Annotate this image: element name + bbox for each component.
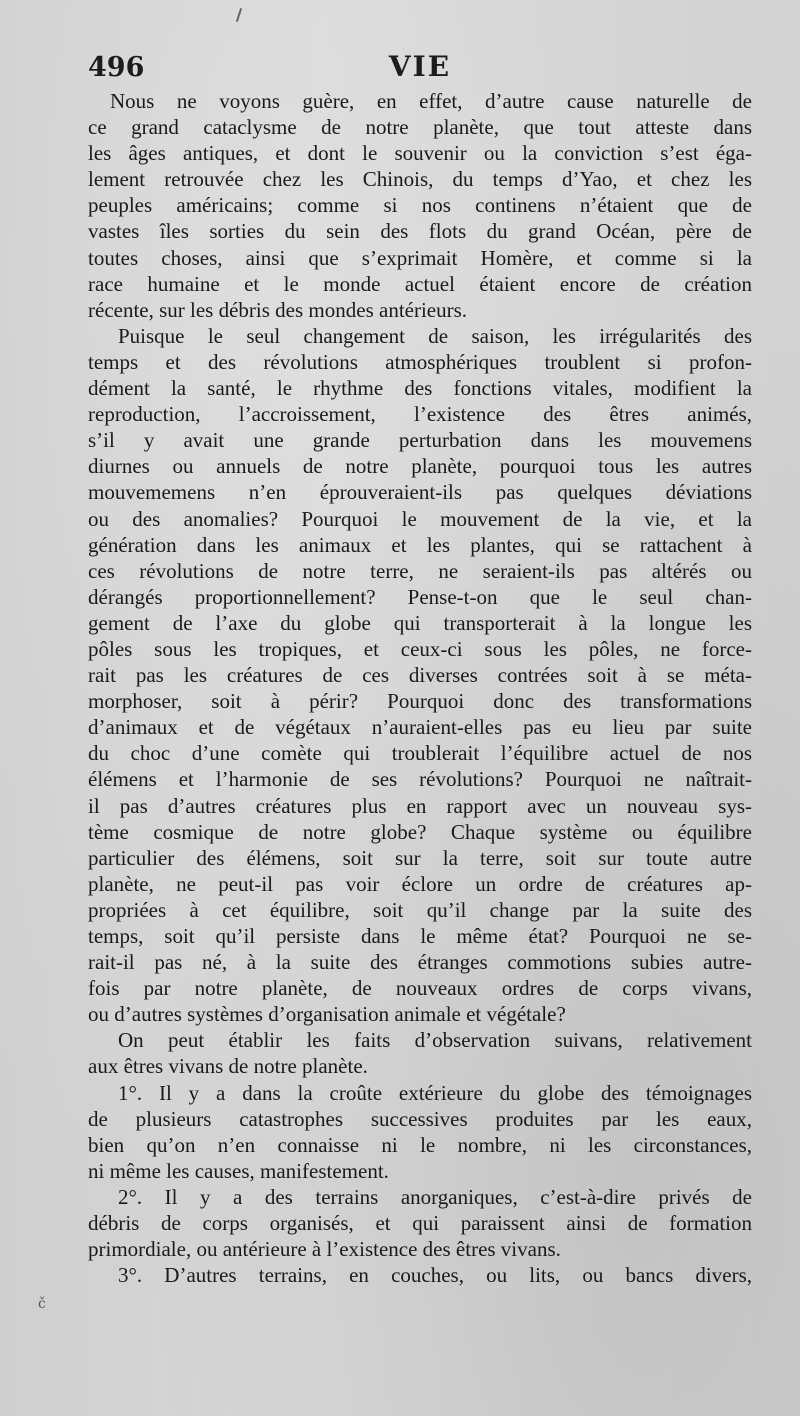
page-header — [88, 50, 752, 86]
text-line: aux êtres vivans de notre planète. — [88, 1054, 368, 1079]
text-line: tème cosmique de notre globe? Chaque système ou équilibre — [88, 819, 752, 844]
text-line: mouvememens n’en éprouveraient-ils pas quelques déviations — [88, 480, 752, 505]
text-line: 3°. D’autres terrains, en couches, ou lits, ou bancs divers, — [118, 1263, 752, 1288]
text-line: ce grand cataclysme de notre planète, que tout atteste dans — [88, 115, 752, 140]
text-line: Nous ne voyons guère, en effet, d’autre cause naturelle de — [110, 89, 752, 113]
body-text — [88, 88, 752, 1288]
text-line: gement de l’axe du globe qui transporterait à la longue les — [88, 610, 752, 635]
text-line: il pas d’autres créatures plus en rapport avec un nouveau sys- — [88, 793, 752, 818]
text-line: temps, soit qu’il persiste dans le même état? Pourquoi ne se- — [88, 924, 752, 948]
text-line: 1°. Il y a dans la croûte extérieure du globe des témoignages — [118, 1080, 752, 1105]
text-line: génération dans les animaux et les plantes, qui se rattachent à — [88, 532, 752, 557]
text-line: débris de corps organisés, et qui paraissent ainsi de formation — [88, 1211, 752, 1236]
text-line: rait-il pas né, à la suite des étranges commotions subies autre- — [88, 950, 752, 975]
text-line: récente, sur les débris des mondes antérieurs. — [88, 297, 468, 322]
text-line: planète, ne peut-il pas voir éclore un ordre de créatures ap- — [88, 871, 752, 896]
text-line: diurnes ou annuels de notre planète, pourquoi tous les autres — [88, 454, 752, 479]
text-line: peuples américains; comme si nos continens n’étaient que de — [88, 193, 752, 218]
text-line: pôles sous les tropiques, et ceux-ci sous les pôles, ne force- — [88, 636, 752, 661]
text-line: Puisque le seul changement de saison, les irrégularités des — [118, 323, 752, 348]
text-line: temps et des révolutions atmosphériques troublent si profon- — [88, 349, 752, 374]
text-line: particulier des élémens, soit sur la terre, soit sur toute autre — [88, 845, 752, 870]
page-number: 496 — [88, 52, 145, 83]
text-line: du choc d’une comète qui troublerait l’équilibre actuel de nos — [88, 741, 752, 766]
text-line: reproduction, l’accroissement, l’existence des êtres animés, — [88, 402, 752, 427]
running-head: VIE — [388, 50, 452, 83]
text-line: de plusieurs catastrophes successives produites par les eaux, — [88, 1106, 752, 1131]
text-line: primordiale, ou antérieure à l’existence des êtres vivans. — [88, 1237, 561, 1262]
text-line: toutes choses, ainsi que s’exprimait Homère, et comme si la — [88, 245, 752, 270]
text-line: s’il y avait une grande perturbation dans les mouvemens — [88, 428, 752, 453]
text-line: morphoser, soit à périr? Pourquoi donc des transformations — [88, 689, 752, 714]
text-line: dément la santé, le rhythme des fonctions vitales, modifient la — [88, 376, 752, 401]
text-line: lement retrouvée chez les Chinois, du temps d’Yao, et chez les — [88, 167, 752, 192]
text-line: ces révolutions de notre terre, ne seraient-ils pas altérés ou — [88, 558, 752, 583]
text-line: élémens et l’harmonie de ses révolutions? Pourquoi ne naîtrait- — [88, 767, 752, 792]
text-line: race humaine et le monde actuel étaient encore de création — [88, 271, 752, 296]
text-line: ni même les causes, manifestement. — [88, 1158, 389, 1183]
text-line: vastes îles sorties du sein des flots du grand Océan, père de — [88, 219, 752, 244]
text-line: ou des anomalies? Pourquoi le mouvement de la vie, et la — [88, 506, 752, 531]
text-line: 2°. Il y a des terrains anorganiques, c’est-à-dire privés de — [118, 1184, 752, 1209]
text-line: On peut établir les faits d’observation suivans, relativement — [118, 1028, 752, 1053]
ink-tick-mark — [236, 8, 242, 22]
text-line: rait pas les créatures de ces diverses contrées soit à se méta- — [88, 663, 752, 688]
text-line: ou d’autres systèmes d’organisation animale et végétale? — [88, 1002, 566, 1027]
stray-ink-mark: č — [38, 1296, 46, 1312]
text-line: bien qu’on n’en connaisse ni le nombre, ni les circonstances, — [88, 1132, 752, 1157]
text-line: propriées à cet équilibre, soit qu’il change par la suite des — [88, 897, 752, 922]
text-line: fois par notre planète, de nouveaux ordres de corps vivans, — [88, 976, 752, 1001]
text-line: dérangés proportionnellement? Pense-t-on que le seul chan- — [88, 584, 752, 609]
text-line: d’animaux et de végétaux n’auraient-elles pas eu lieu par suite — [88, 715, 752, 740]
text-line: les âges antiques, et dont le souvenir ou la conviction s’est éga- — [88, 141, 752, 166]
